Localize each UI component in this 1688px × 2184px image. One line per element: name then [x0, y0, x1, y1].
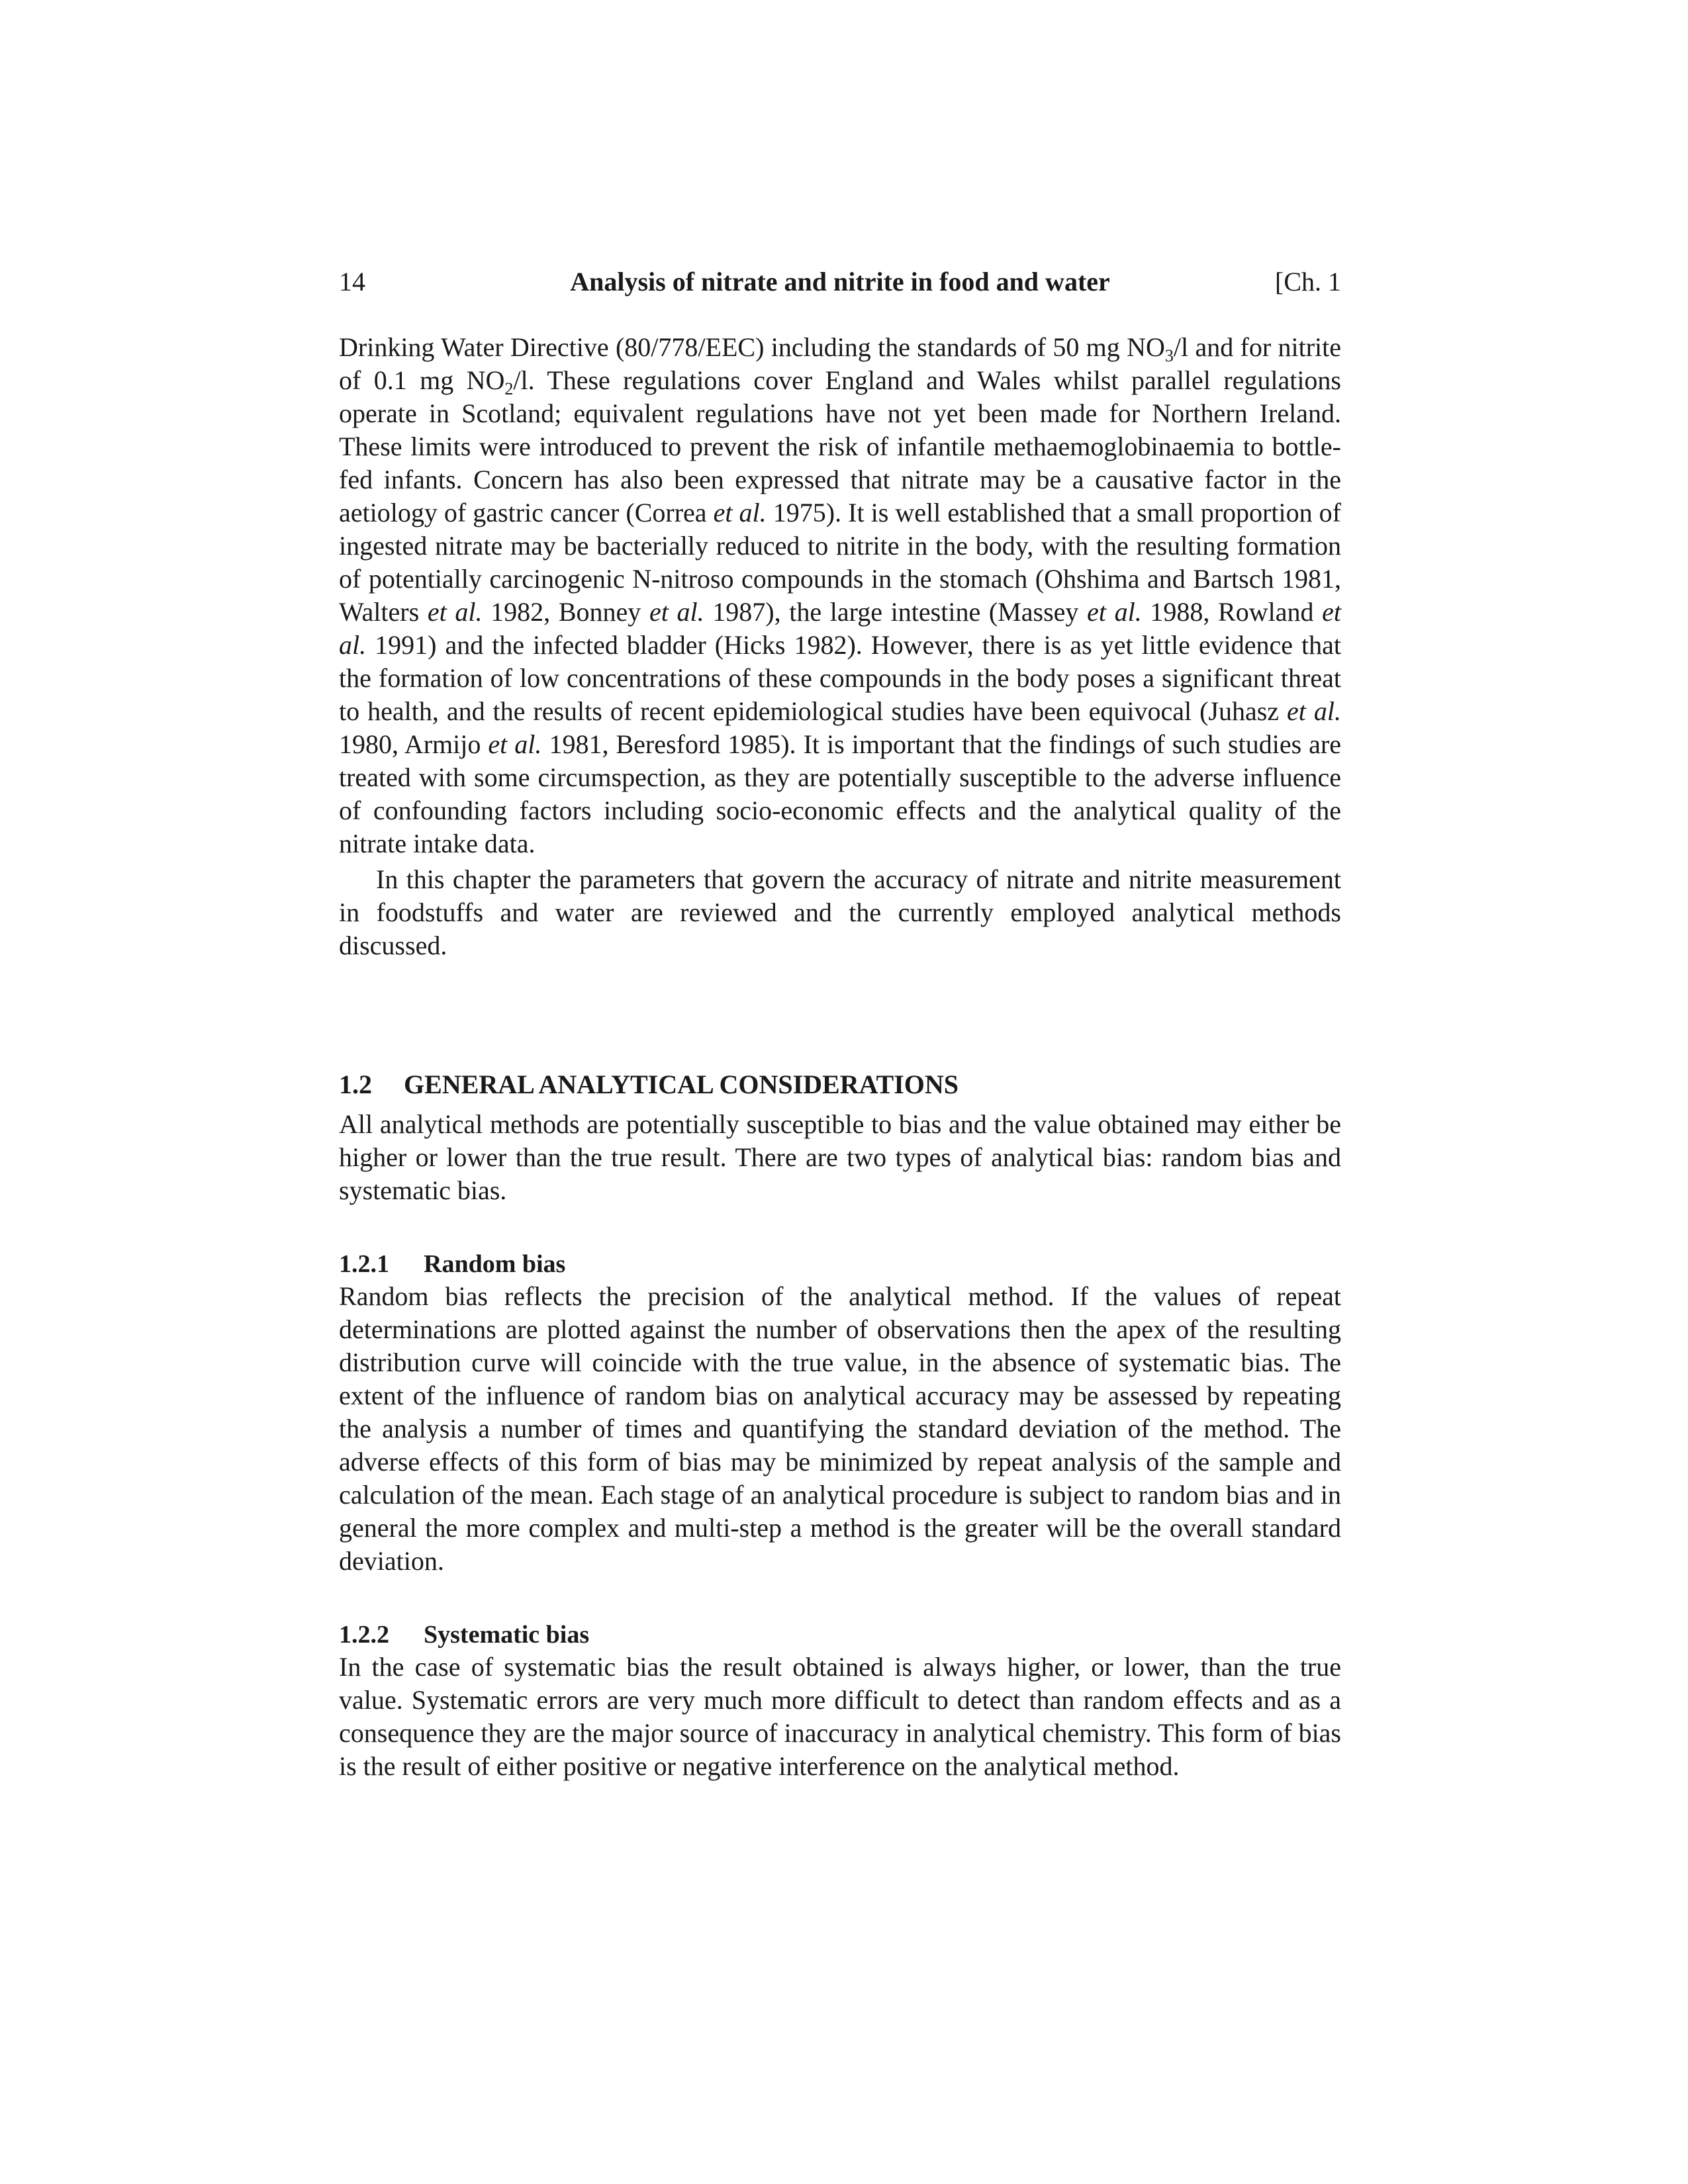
paragraph-random-bias: Random bias reflects the precision of the analytical method. If the values of repeat determinations are plotted against the number of observations then the apex of the resulting distribution curve will coincide with the true value, in the absence of systematic bias. The extent of the influence of random bias on analytical accuracy may be assessed by repeating the analysis a number of times and quantifying the standard deviation of the method. The adverse effects of this form of bias may be minimized by repeat analysis of the sample and calculation of the mean. Each stage of an analytical procedure is subject to random bias and in general the more complex and multi-step a method is the greater will be the overall standard deviation.: [339, 1281, 1341, 1576]
book-page: [339, 262, 1341, 1783]
section-number: 1.2: [339, 1069, 372, 1099]
paragraph-drinking-water-directive: Drinking Water Directive (80/778/EEC) including the standards of 50 mg $NO_3/l$ and for nitrite of 0.1 mg $NO_2/l$. These regulations cover England and Wales whilst parallel regulations operate in Scotland; equivalent regulations have not yet been made for Northern Ireland. These limits were introduced to prevent the risk of infantile methaemoglobinaemia to bottle-fed infants. Concern has also been expressed that nitrate may be a causative factor in the aetiology of gastric cancer (Correa et al. 1975). It is well established that a small proportion of ingested nitrate may be bacterially reduced to nitrite in the body, with the resulting formation of potentially carcinogenic N-nitroso compounds in the stomach (Ohshima and Bartsch 1981, Walters et al. 1982, Bonney et al. 1987), the large intestine (Massey et al. 1988, Rowland et al. 1991) and the infected bladder (Hicks 1982). However, there is as yet little evidence that the formation of low concentrations of these compounds in the body poses a significant threat to health, and the results of recent epidemiological studies have been equivocal (Juhasz et al. 1980, Armijo et al. 1981, Beresford 1985). It is important that the findings of such studies are treated with some circumspection, as they are potentially susceptible to the adverse influence of confounding factors including socio-economic effects and the analytical quality of the nitrate intake data.: [339, 332, 1342, 858]
page-number: 14: [339, 267, 365, 296]
subsection-heading-1-2-1: [339, 1248, 1341, 1280]
paragraph-chapter-overview: In this chapter the parameters that govern the accuracy of nitrate and nitrite measurement in foodstuffs and water are reviewed and the currently employed analytical methods discussed.: [339, 864, 1341, 960]
section-title: GENERAL ANALYTICAL CONSIDERATIONS: [404, 1069, 959, 1099]
body-text: [339, 331, 1341, 1783]
subsection-title: Systematic bias: [424, 1621, 590, 1649]
running-header: [339, 262, 1341, 302]
subsection-number: 1.2.1: [339, 1250, 389, 1278]
subsection-heading-1-2-2: [339, 1619, 1341, 1651]
chapter-reference: [Ch. 1: [1275, 267, 1341, 296]
subsection-title: Random bias: [424, 1250, 566, 1278]
subsection-number: 1.2.2: [339, 1621, 389, 1649]
paragraph-general-considerations: All analytical methods are potentially susceptible to bias and the value obtained may either be higher or lower than the true result. There are two types of analytical bias: random bias and systematic bias.: [339, 1109, 1341, 1205]
section-heading-1-2: [339, 1068, 1341, 1101]
paragraph-systematic-bias: In the case of systematic bias the result obtained is always higher, or lower, than the true value. Systematic errors are very much more difficult to detect than random effects and as a consequence they are the major source of inaccuracy in analytical chemistry. This form of bias is the result of either positive or negative interference on the analytical method.: [339, 1652, 1341, 1781]
running-title: Analysis of nitrate and nitrite in food and water: [570, 267, 1110, 296]
